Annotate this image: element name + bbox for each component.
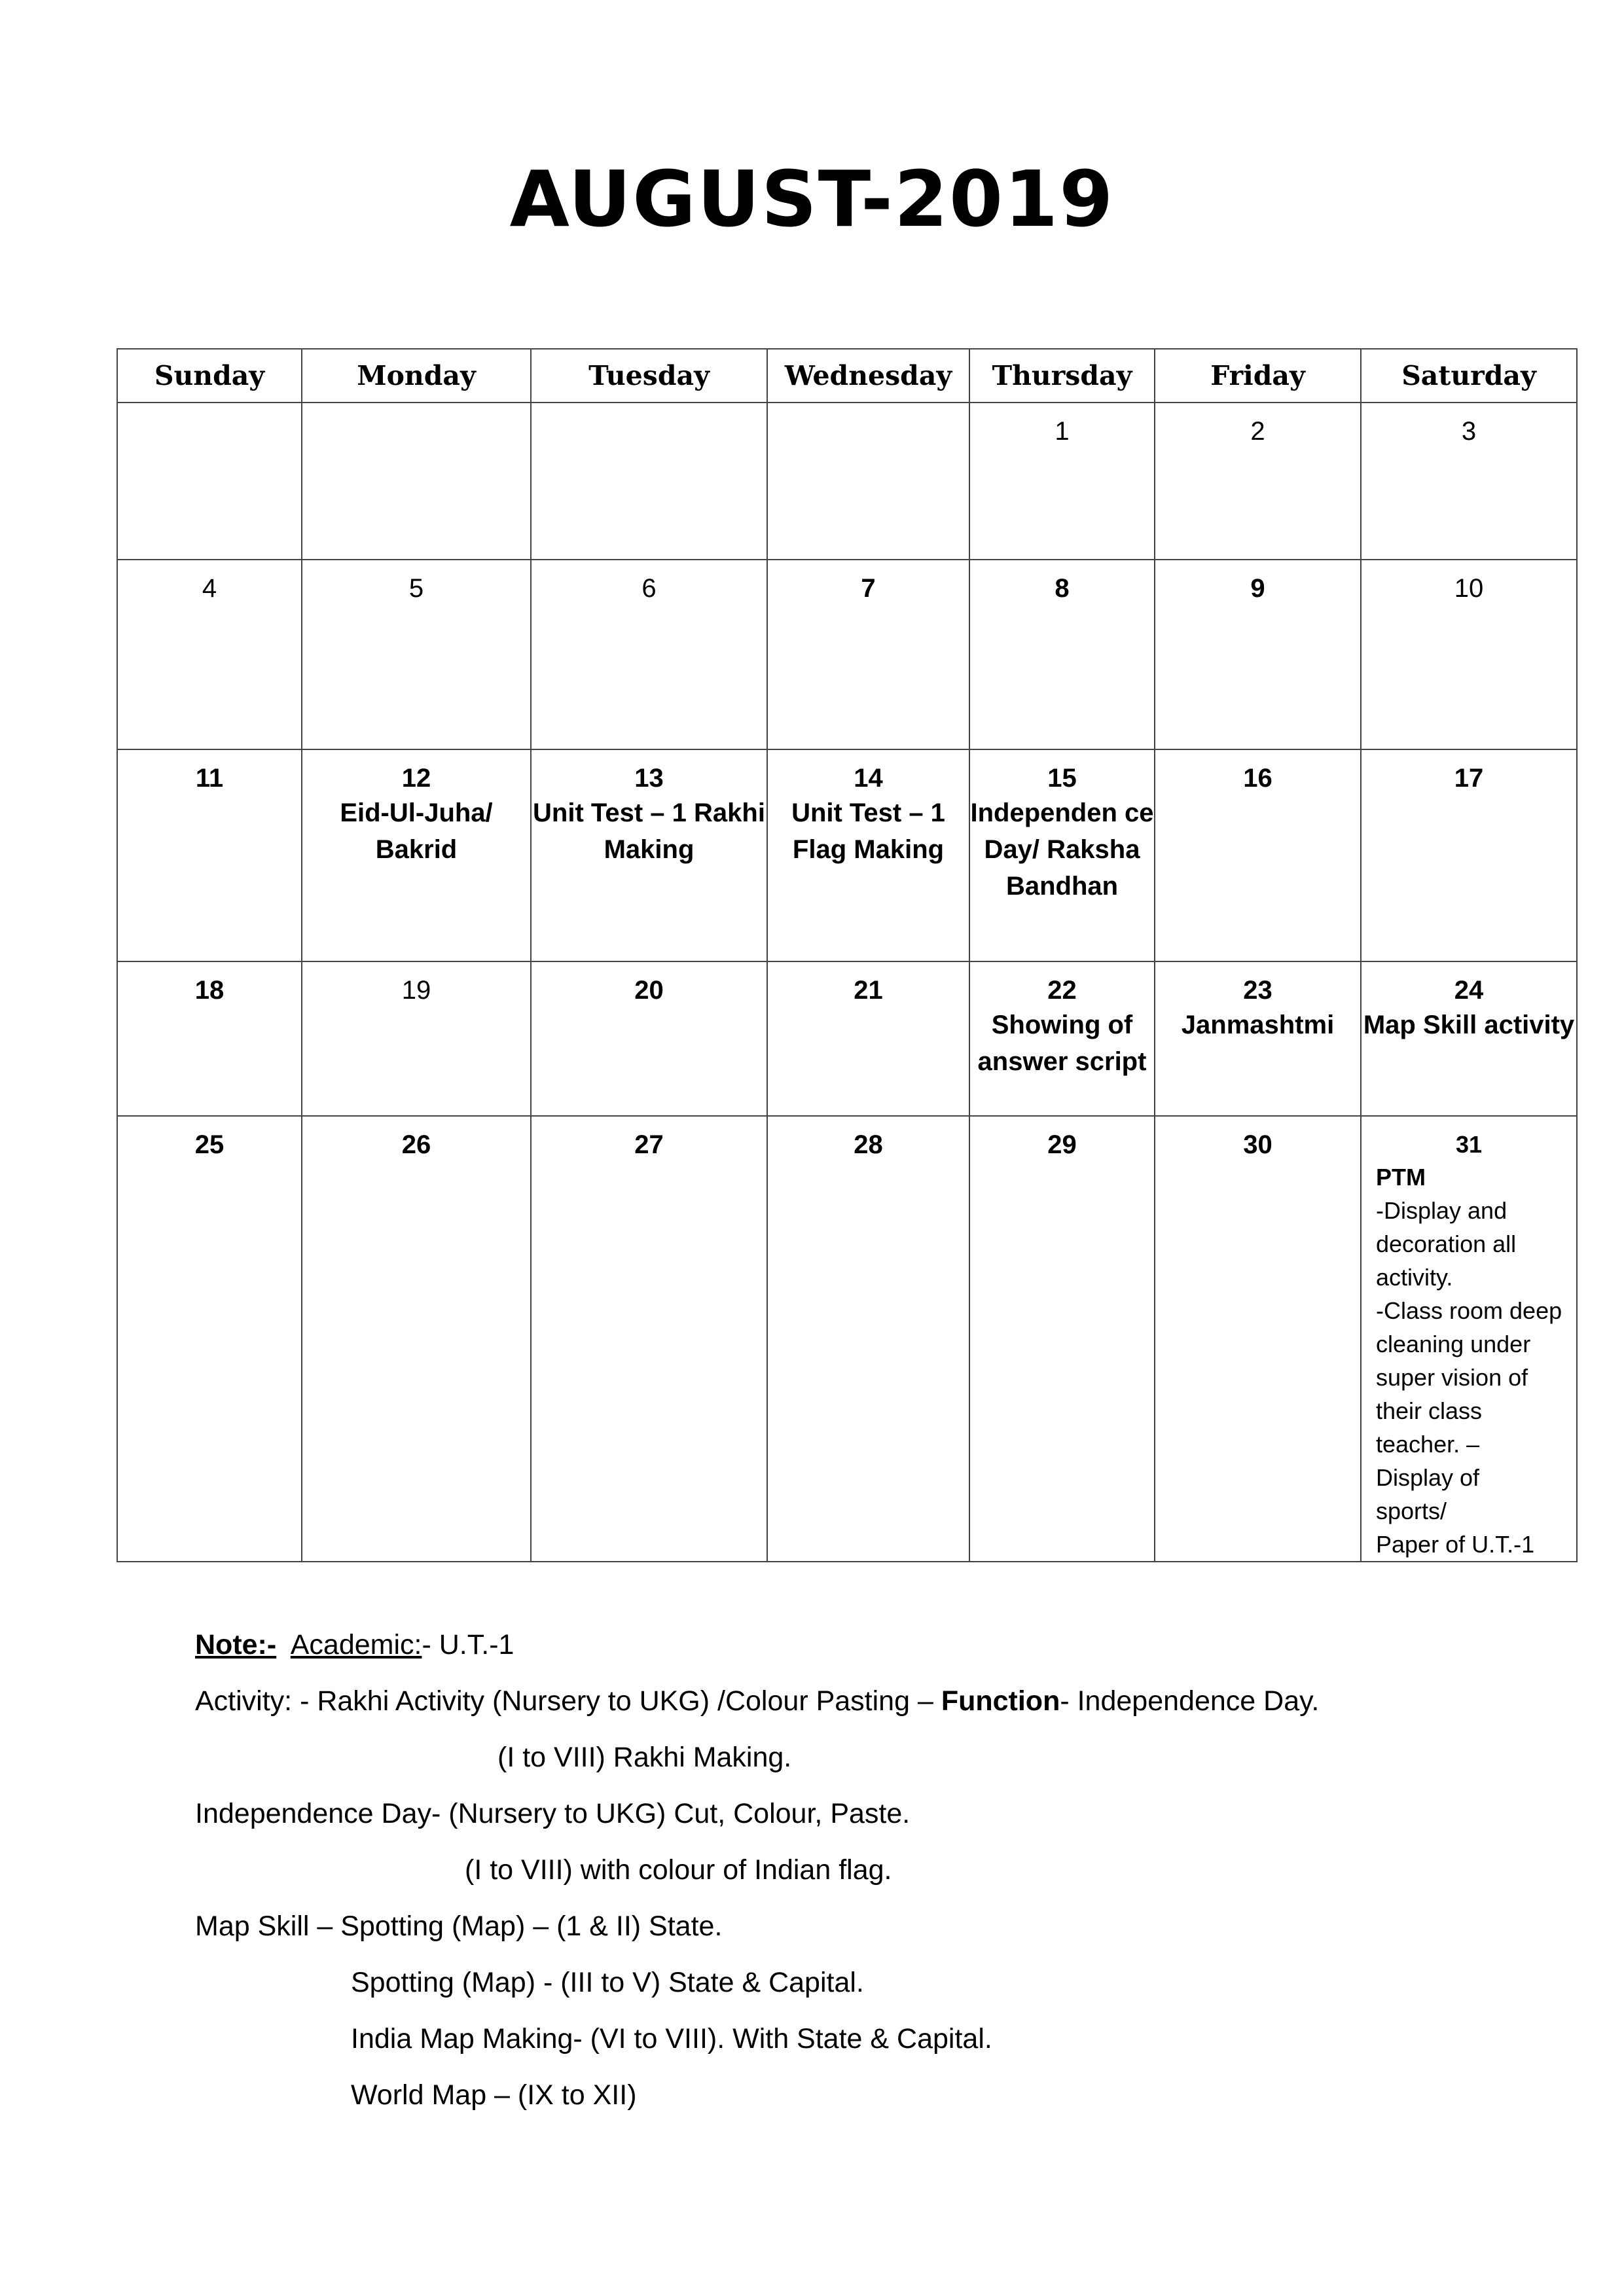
day-content	[970, 560, 1154, 605]
calendar-day-cell	[1361, 560, 1577, 749]
activity-text: Activity: - Rakhi Activity (Nursery to UKG) /Colour Pasting –	[195, 1685, 941, 1717]
day-number: 9	[1250, 574, 1265, 603]
day-number: 17	[1454, 764, 1484, 793]
weekday-header: Friday	[1155, 349, 1361, 403]
calendar-day-cell	[531, 961, 767, 1116]
day-event: Unit Test – 1 Rakhi Making	[533, 798, 765, 864]
academic-label: Academic:	[290, 1629, 422, 1660]
day-content	[302, 962, 530, 1007]
day-content	[532, 750, 767, 868]
calendar-day-cell	[302, 961, 531, 1116]
calendar-day-cell	[1155, 560, 1361, 749]
weekday-header-row	[117, 349, 1577, 403]
day-number: 2	[1250, 417, 1265, 446]
day-content	[1362, 560, 1576, 605]
day-number: 18	[194, 976, 225, 1005]
day-number: 23	[1243, 976, 1272, 1005]
day-event: Map Skill activity	[1363, 1011, 1575, 1039]
calendar-week-row	[117, 961, 1577, 1116]
calendar-day-cell	[1361, 1116, 1577, 1562]
day-content	[970, 1117, 1154, 1161]
day-number: 27	[634, 1130, 664, 1159]
independence-line-1: Independence Day- (Nursery to UKG) Cut, Colour, Paste.	[195, 1798, 911, 1829]
weekday-header: Thursday	[969, 349, 1155, 403]
day-content	[768, 750, 969, 868]
day-number: 31	[1455, 1131, 1483, 1158]
map-skill-line-3: India Map Making- (VI to VIII). With State & Capital.	[351, 2023, 992, 2054]
day-number: 24	[1454, 976, 1484, 1005]
calendar-day-cell	[1361, 403, 1577, 560]
calendar-day-cell	[969, 961, 1155, 1116]
day-event: Eid-Ul-Juha/ Bakrid	[340, 798, 493, 864]
calendar-day-cell	[117, 560, 302, 749]
day-number: 21	[854, 976, 883, 1005]
day-number: 1	[1055, 417, 1070, 446]
note-label: Note:-	[195, 1629, 277, 1660]
day-event: Janmashtmi	[1181, 1011, 1335, 1039]
day-content	[118, 750, 301, 795]
ptm-heading: PTM	[1376, 1164, 1426, 1191]
calendar-empty-cell	[531, 403, 767, 560]
day-content	[768, 1117, 969, 1161]
calendar-week-row	[117, 403, 1577, 560]
day-content	[302, 403, 530, 415]
calendar-empty-cell	[117, 403, 302, 560]
note-academic-line	[195, 1617, 1570, 1673]
calendar-day-cell	[969, 1116, 1155, 1562]
day-content	[970, 750, 1154, 905]
day-content	[1155, 403, 1360, 448]
day-number: 7	[861, 574, 876, 603]
academic-value: - U.T.-1	[422, 1629, 514, 1660]
weekday-header: Sunday	[117, 349, 302, 403]
day-number: 3	[1461, 417, 1477, 446]
day-content	[1155, 1117, 1360, 1161]
weekday-header: Monday	[302, 349, 531, 403]
day-number: 20	[634, 976, 664, 1005]
calendar-table	[117, 348, 1578, 1562]
day-content	[1155, 560, 1360, 605]
independence-line-2: (I to VIII) with colour of Indian flag.	[465, 1854, 892, 1886]
notes-section	[195, 1617, 1570, 2123]
day-content	[302, 750, 530, 868]
day-content	[768, 403, 969, 415]
activity-line	[195, 1673, 1570, 1729]
day-content	[768, 560, 969, 605]
day-event: Showing of answer script	[977, 1011, 1147, 1076]
calendar-day-cell	[117, 749, 302, 961]
day-content	[970, 403, 1154, 448]
day-content	[1362, 962, 1576, 1043]
day-number: 13	[634, 764, 664, 793]
calendar-day-cell	[1361, 961, 1577, 1116]
calendar-day-cell	[531, 1116, 767, 1562]
activity-line-2: (I to VIII) Rakhi Making.	[497, 1742, 792, 1773]
day-content	[532, 962, 767, 1007]
day-content	[532, 560, 767, 605]
day-number: 30	[1243, 1130, 1272, 1159]
day-number: 12	[401, 764, 431, 793]
weekday-header: Saturday	[1361, 349, 1577, 403]
day-event: Unit Test – 1 Flag Making	[791, 798, 945, 864]
calendar-week-row	[117, 749, 1577, 961]
day-number: 10	[1454, 574, 1484, 603]
function-value: - Independence Day.	[1060, 1685, 1320, 1717]
calendar-day-cell	[302, 1116, 531, 1562]
calendar-day-cell	[302, 560, 531, 749]
calendar-week-row	[117, 1116, 1577, 1562]
day-number: 26	[401, 1130, 431, 1159]
day-number: 22	[1047, 976, 1077, 1005]
day-number: 15	[1047, 764, 1077, 793]
day-content	[1362, 403, 1576, 448]
day-event: Independen ce Day/ Raksha Bandhan	[970, 798, 1154, 901]
day-number: 8	[1055, 574, 1070, 603]
day-number: 5	[408, 574, 424, 603]
day-content	[118, 962, 301, 1007]
calendar-day-cell	[531, 749, 767, 961]
day-content	[532, 1117, 767, 1161]
ptm-details: -Display and decoration all activity. -Class room deep cleaning under super vision of their class teacher. – Display of sports/ Paper of U.T.-1	[1376, 1197, 1562, 1558]
day-content	[118, 1117, 301, 1161]
day-content	[1362, 750, 1576, 795]
day-content	[1155, 962, 1360, 1043]
calendar-day-cell	[969, 403, 1155, 560]
calendar-empty-cell	[767, 403, 969, 560]
calendar-day-cell	[1155, 749, 1361, 961]
day-content	[768, 962, 969, 1007]
day-number: 29	[1047, 1130, 1077, 1159]
calendar-day-cell	[767, 749, 969, 961]
day-content	[118, 403, 301, 415]
day-content	[302, 1117, 530, 1161]
day-number: 19	[401, 976, 431, 1005]
calendar-day-cell	[767, 1116, 969, 1562]
map-skill-line-1: Map Skill – Spotting (Map) – (1 & II) State.	[195, 1910, 723, 1942]
calendar-day-cell	[531, 560, 767, 749]
map-skill-line-4: World Map – (IX to XII)	[351, 2079, 637, 2111]
day-number: 11	[195, 764, 224, 793]
page-title: AUGUST-2019	[509, 154, 1115, 244]
calendar-day-cell	[1361, 749, 1577, 961]
calendar-day-cell	[767, 560, 969, 749]
day-content	[302, 560, 530, 605]
day-content	[1155, 750, 1360, 795]
weekday-header: Tuesday	[531, 349, 767, 403]
day-number: 25	[194, 1130, 225, 1159]
day-number: 6	[641, 574, 657, 603]
calendar-day-cell	[302, 749, 531, 961]
day-content	[532, 403, 767, 415]
calendar-day-cell	[117, 1116, 302, 1562]
calendar-day-cell	[117, 961, 302, 1116]
map-skill-line-2: Spotting (Map) - (III to V) State & Capital.	[351, 1967, 864, 1998]
calendar-empty-cell	[302, 403, 531, 560]
calendar-day-cell	[1155, 403, 1361, 560]
calendar-week-row	[117, 560, 1577, 749]
day-content	[118, 560, 301, 605]
calendar-day-cell	[1155, 1116, 1361, 1562]
calendar-day-cell	[1155, 961, 1361, 1116]
day-content	[970, 962, 1154, 1080]
weekday-header: Wednesday	[767, 349, 969, 403]
calendar-day-cell	[767, 961, 969, 1116]
day-number: 14	[854, 764, 883, 793]
function-label: Function	[941, 1685, 1060, 1717]
calendar-day-cell	[969, 749, 1155, 961]
day-number: 28	[854, 1130, 883, 1159]
day-number: 16	[1243, 764, 1272, 793]
calendar-day-cell	[969, 560, 1155, 749]
day-number: 4	[202, 574, 217, 603]
day-content	[1362, 1117, 1576, 1561]
